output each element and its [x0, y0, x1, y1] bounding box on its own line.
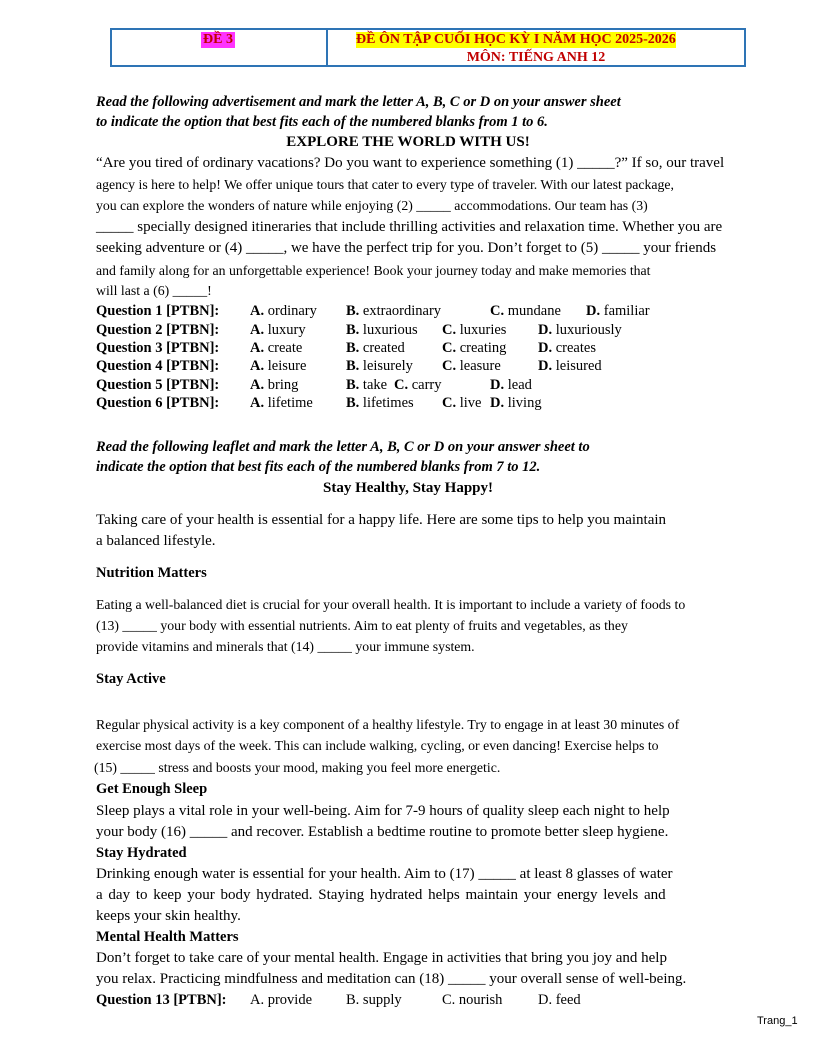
- section1-instruction-line1: Read the following advertisement and mark the letter A, B, C or D on your answer sheet: [96, 94, 621, 110]
- exam-title: ĐỀ ÔN TẬP CUỐI HỌC KỲ I NĂM HỌC 2025-2026: [356, 32, 676, 47]
- option-c[interactable]: C. nourish: [442, 992, 503, 1008]
- section1-title: EXPLORE THE WORLD WITH US!: [286, 134, 530, 150]
- intro-line: Taking care of your health is essential for a happy life. Here are some tips to help you maintain: [96, 512, 667, 528]
- option-d[interactable]: D. leisured: [538, 358, 602, 374]
- sleep-heading: Get Enough Sleep: [96, 781, 208, 797]
- section1-instruction-line2: to indicate the option that best fits each of the numbered blanks from 1 to 6.: [96, 114, 548, 130]
- intro-line: a balanced lifestyle.: [96, 533, 216, 549]
- header-right-cell: [328, 30, 744, 65]
- page-number: Trang_1: [757, 1015, 798, 1027]
- mental-line: you relax. Practicing mindfulness and meditation can (18) _____ your overall sense of well-being.: [96, 971, 687, 987]
- question-label: Question 4 [PTBN]:: [96, 358, 220, 374]
- option-d[interactable]: D. feed: [538, 992, 581, 1008]
- hydrated-line: a day to keep your body hydrated. Staying hydrated helps maintain your energy levels and: [96, 887, 666, 903]
- option-d[interactable]: D. familiar: [586, 303, 650, 319]
- header-left-cell: [112, 30, 328, 65]
- hydrated-line: Drinking enough water is essential for your health. Aim to (17) _____ at least 8 glasses of water: [96, 866, 673, 882]
- mental-heading: Mental Health Matters: [96, 929, 239, 945]
- nutrition-line: (13) _____ your body with essential nutrients. Aim to eat plenty of fruits and vegetables, as they: [96, 618, 628, 633]
- question-label: Question 2 [PTBN]:: [96, 322, 220, 338]
- option-a[interactable]: A. leisure: [250, 358, 307, 374]
- option-a[interactable]: A. provide: [250, 992, 313, 1008]
- active-line: (15) _____ stress and boosts your mood, making you feel more energetic.: [94, 760, 501, 775]
- passage1-line: you can explore the wonders of nature while enjoying (2) _____ accommodations. Our team has (3): [96, 198, 648, 213]
- option-a[interactable]: A. create: [250, 340, 303, 356]
- option-a[interactable]: A. ordinary: [250, 303, 317, 319]
- header-box: [110, 28, 746, 67]
- exam-subject: MÔN: TIẾNG ANH 12: [466, 50, 606, 65]
- option-b[interactable]: B. take: [346, 377, 388, 393]
- option-d[interactable]: D. lead: [490, 377, 532, 393]
- passage1-line: agency is here to help! We offer unique tours that cater to every type of traveler. With our latest package,: [96, 177, 674, 192]
- active-heading: Stay Active: [96, 671, 166, 687]
- option-b[interactable]: B. luxurious: [346, 322, 418, 338]
- section2-instruction-line2: indicate the option that best fits each of the numbered blanks from 7 to 12.: [96, 459, 541, 475]
- exam-number-label: ĐỀ 3: [203, 32, 233, 47]
- question-label: Question 6 [PTBN]:: [96, 395, 220, 411]
- question-label: Question 3 [PTBN]:: [96, 340, 220, 356]
- active-line: exercise most days of the week. This can include walking, cycling, or even dancing! Exercise helps to: [96, 738, 659, 753]
- option-c[interactable]: C. luxuries: [442, 322, 507, 338]
- mental-line: Don’t forget to take care of your mental health. Engage in activities that bring you joy and help: [96, 950, 667, 966]
- passage1-line: “Are you tired of ordinary vacations? Do you want to experience something (1) _____?” If so, our travel: [96, 155, 725, 171]
- option-d[interactable]: D. creates: [538, 340, 596, 356]
- option-c[interactable]: C. carry: [394, 377, 442, 393]
- passage1-line: _____ specially designed itineraries that include thrilling activities and relaxation time. Whether you are: [96, 219, 723, 235]
- question-label: Question 1 [PTBN]:: [96, 303, 220, 319]
- option-d[interactable]: D. living: [490, 395, 542, 411]
- section2-instruction-line1: Read the following leaflet and mark the letter A, B, C or D on your answer sheet to: [96, 439, 590, 455]
- option-c[interactable]: C. leasure: [442, 358, 501, 374]
- option-b[interactable]: B. extraordinary: [346, 303, 442, 319]
- option-c[interactable]: C. live: [442, 395, 482, 411]
- hydrated-heading: Stay Hydrated: [96, 845, 187, 861]
- section2-title: Stay Healthy, Stay Happy!: [322, 480, 494, 496]
- sleep-line: Sleep plays a vital role in your well-being. Aim for 7-9 hours of quality sleep each night to help: [96, 803, 670, 819]
- sleep-line: your body (16) _____ and recover. Establish a bedtime routine to promote better sleep hygiene.: [96, 824, 669, 840]
- nutrition-line: Eating a well-balanced diet is crucial for your overall health. It is important to include a variety of foods to: [96, 597, 686, 612]
- option-a[interactable]: A. lifetime: [250, 395, 313, 411]
- option-c[interactable]: C. mundane: [490, 303, 561, 319]
- option-b[interactable]: B. supply: [346, 992, 402, 1008]
- option-a[interactable]: A. bring: [250, 377, 299, 393]
- question-label: Question 5 [PTBN]:: [96, 377, 220, 393]
- hydrated-line: keeps your skin healthy.: [96, 908, 241, 924]
- nutrition-line: provide vitamins and minerals that (14) _____ your immune system.: [96, 639, 475, 654]
- passage1-line: and family along for an unforgettable experience! Book your journey today and make memories that: [96, 263, 651, 278]
- option-d[interactable]: D. luxuriously: [538, 322, 622, 338]
- question-label: Question 13 [PTBN]:: [96, 992, 227, 1008]
- nutrition-heading: Nutrition Matters: [96, 565, 207, 581]
- active-line: Regular physical activity is a key component of a healthy lifestyle. Try to engage in at least 30 minutes of: [96, 717, 680, 732]
- passage1-line: seeking adventure or (4) _____, we have the perfect trip for you. Don’t forget to (5) _____ your friends: [96, 240, 717, 256]
- passage1-line: will last a (6) _____!: [96, 283, 212, 298]
- option-b[interactable]: B. lifetimes: [346, 395, 414, 411]
- option-a[interactable]: A. luxury: [250, 322, 306, 338]
- option-b[interactable]: B. created: [346, 340, 405, 356]
- option-c[interactable]: C. creating: [442, 340, 507, 356]
- option-b[interactable]: B. leisurely: [346, 358, 413, 374]
